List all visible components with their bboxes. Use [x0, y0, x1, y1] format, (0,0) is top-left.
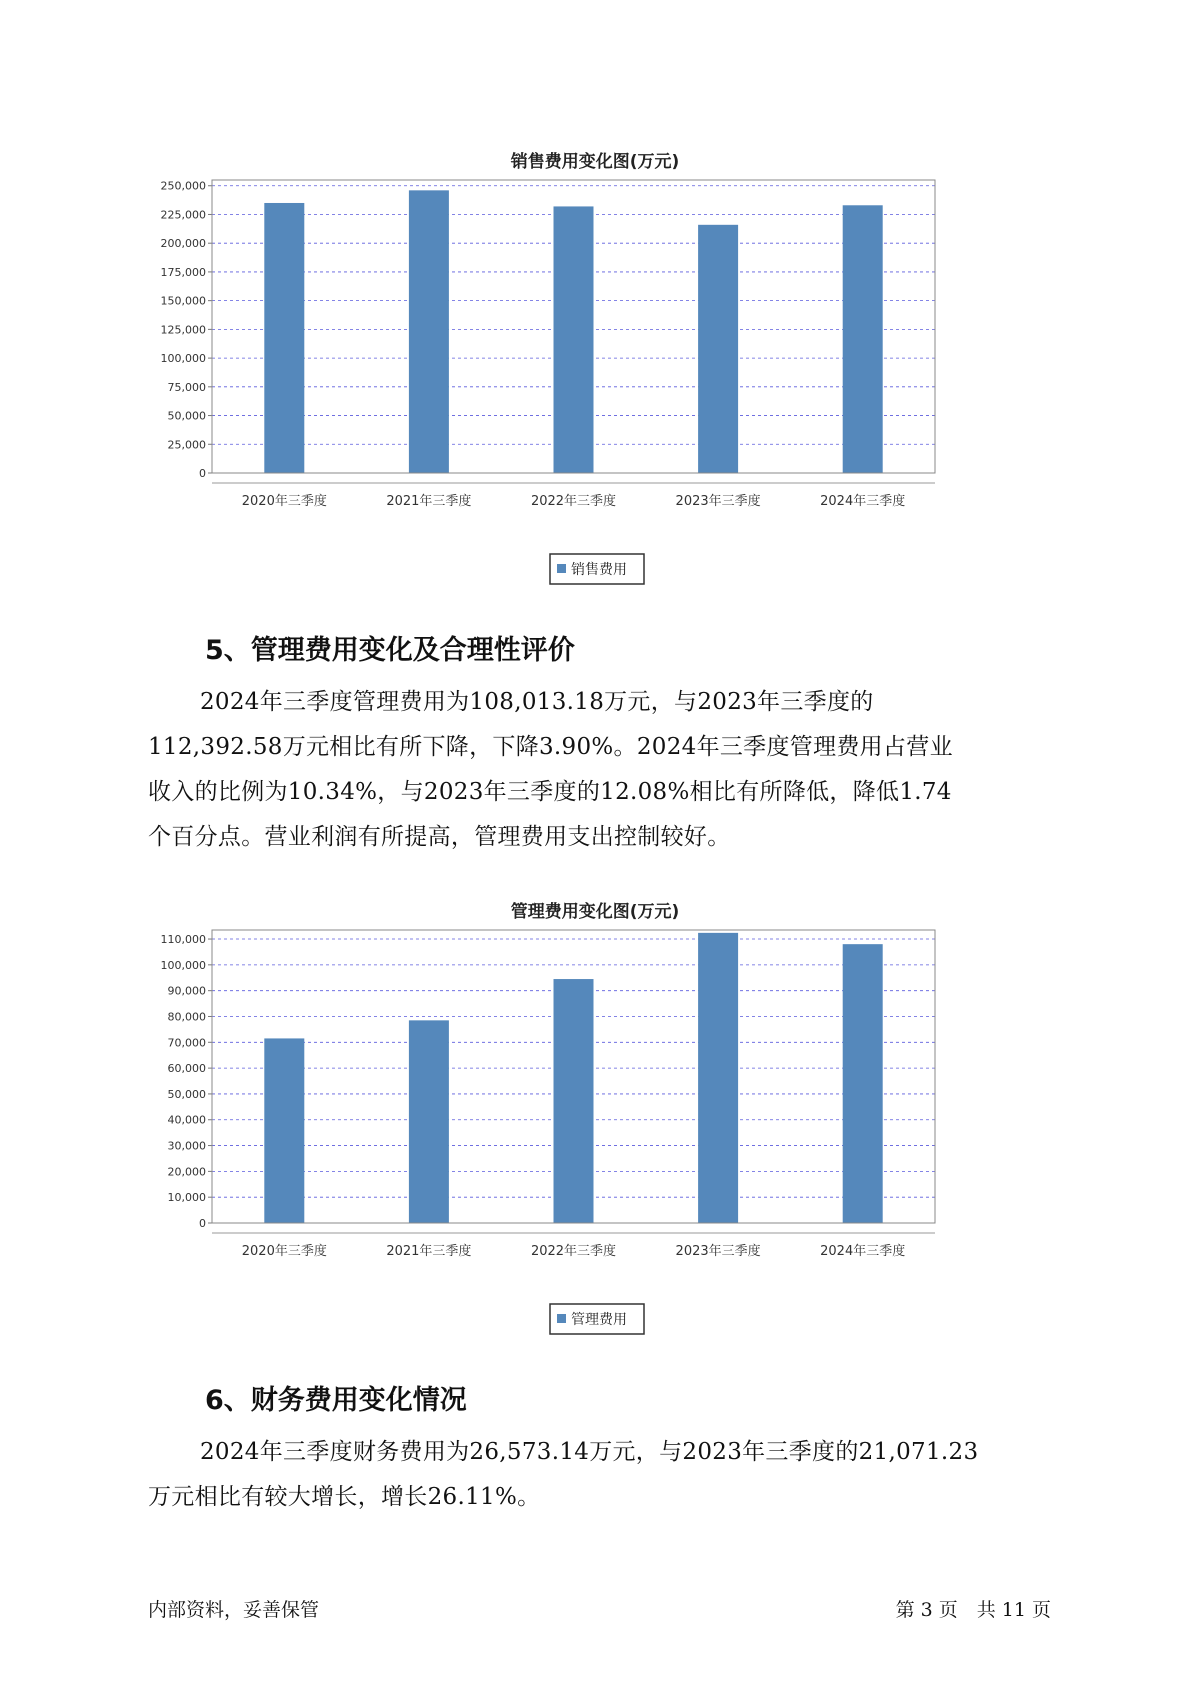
bar: [264, 1038, 304, 1223]
y-axis-ticks: [161, 180, 213, 480]
sales-expense-chart: [150, 140, 1030, 600]
y-tick-label: 50,000: [167, 409, 206, 423]
section-heading-6: 6、财务费用变化情况: [205, 1385, 467, 1416]
x-tick-label: 2023年三季度: [675, 1244, 761, 1259]
bar: [843, 205, 883, 473]
x-tick-label: 2020年三季度: [241, 494, 327, 509]
section-paragraph-5: [148, 680, 1068, 860]
y-tick-label: 175,000: [160, 265, 206, 279]
legend-label: 销售费用: [571, 562, 627, 578]
legend-label: 管理费用: [571, 1312, 627, 1328]
y-tick-label: 125,000: [160, 323, 206, 337]
paragraph-line: 个百分点。营业利润有所提高，管理费用支出控制较好。: [148, 824, 731, 850]
chart-title: 管理费用变化图(万元): [510, 902, 680, 922]
y-tick-label: 110,000: [160, 933, 206, 947]
management-expense-chart-svg: [150, 890, 1030, 1350]
y-tick-label: 20,000: [167, 1165, 206, 1179]
chart-bars: [264, 190, 882, 473]
x-tick-label: 2024年三季度: [820, 494, 906, 509]
bar: [554, 206, 594, 473]
y-tick-label: 80,000: [167, 1010, 206, 1024]
x-tick-label: 2022年三季度: [530, 1244, 617, 1259]
y-tick-label: 30,000: [167, 1139, 206, 1153]
bar: [409, 1020, 449, 1223]
x-tick-label: 2021年三季度: [386, 494, 472, 509]
y-tick-label: 0: [199, 1217, 206, 1230]
bar: [554, 979, 594, 1223]
y-tick-label: 70,000: [167, 1036, 206, 1050]
y-tick-label: 90,000: [167, 984, 206, 998]
footer-page-number: 第 3 页 共 11 页: [895, 1599, 1051, 1621]
paragraph-line: 2024年三季度管理费用为108,013.18万元，与2023年三季度的: [200, 689, 874, 715]
chart-legend: [550, 554, 644, 584]
y-tick-label: 200,000: [160, 237, 206, 251]
bar: [843, 944, 883, 1223]
section-heading-5: 5、管理费用变化及合理性评价: [205, 635, 575, 666]
y-tick-label: 0: [199, 467, 206, 480]
x-tick-label: 2020年三季度: [241, 1244, 327, 1259]
legend-swatch: [557, 1314, 566, 1323]
chart-legend: [550, 1304, 644, 1334]
x-tick-label: 2022年三季度: [530, 494, 617, 509]
bar: [264, 203, 304, 473]
y-tick-label: 100,000: [160, 958, 206, 972]
y-tick-label: 75,000: [167, 380, 206, 394]
paragraph-line: 收入的比例为10.34%，与2023年三季度的12.08%相比有所降低，降低1.74: [148, 779, 952, 805]
management-expense-chart: [150, 890, 1030, 1350]
chart-title: 销售费用变化图(万元): [510, 152, 680, 172]
sales-expense-chart-svg: [150, 140, 1030, 600]
bar: [698, 225, 738, 473]
section-paragraph-6: [148, 1430, 1068, 1520]
bar: [409, 190, 449, 473]
paragraph-line: 2024年三季度财务费用为26,573.14万元，与2023年三季度的21,071.23: [200, 1439, 979, 1465]
x-tick-label: 2021年三季度: [386, 1244, 472, 1259]
y-tick-label: 250,000: [160, 179, 206, 193]
bar: [698, 933, 738, 1223]
x-axis-ticks: [212, 1233, 935, 1259]
x-axis-ticks: [212, 483, 935, 509]
y-tick-label: 25,000: [167, 438, 206, 452]
x-tick-label: 2024年三季度: [820, 1244, 906, 1259]
y-tick-label: 225,000: [160, 208, 206, 222]
y-tick-label: 60,000: [167, 1062, 206, 1076]
y-tick-label: 100,000: [160, 352, 206, 366]
y-axis-ticks: [161, 933, 213, 1230]
y-tick-label: 50,000: [167, 1087, 206, 1101]
y-tick-label: 10,000: [167, 1191, 206, 1205]
legend-swatch: [557, 564, 566, 573]
y-tick-label: 150,000: [160, 294, 206, 308]
paragraph-line: 万元相比有较大增长，增长26.11%。: [148, 1484, 541, 1510]
chart-bars: [264, 933, 882, 1223]
footer-confidential-note: 内部资料，妥善保管: [148, 1599, 320, 1621]
paragraph-line: 112,392.58万元相比有所下降，下降3.90%。2024年三季度管理费用占营业: [148, 734, 953, 760]
y-tick-label: 40,000: [167, 1113, 206, 1127]
x-tick-label: 2023年三季度: [675, 494, 761, 509]
